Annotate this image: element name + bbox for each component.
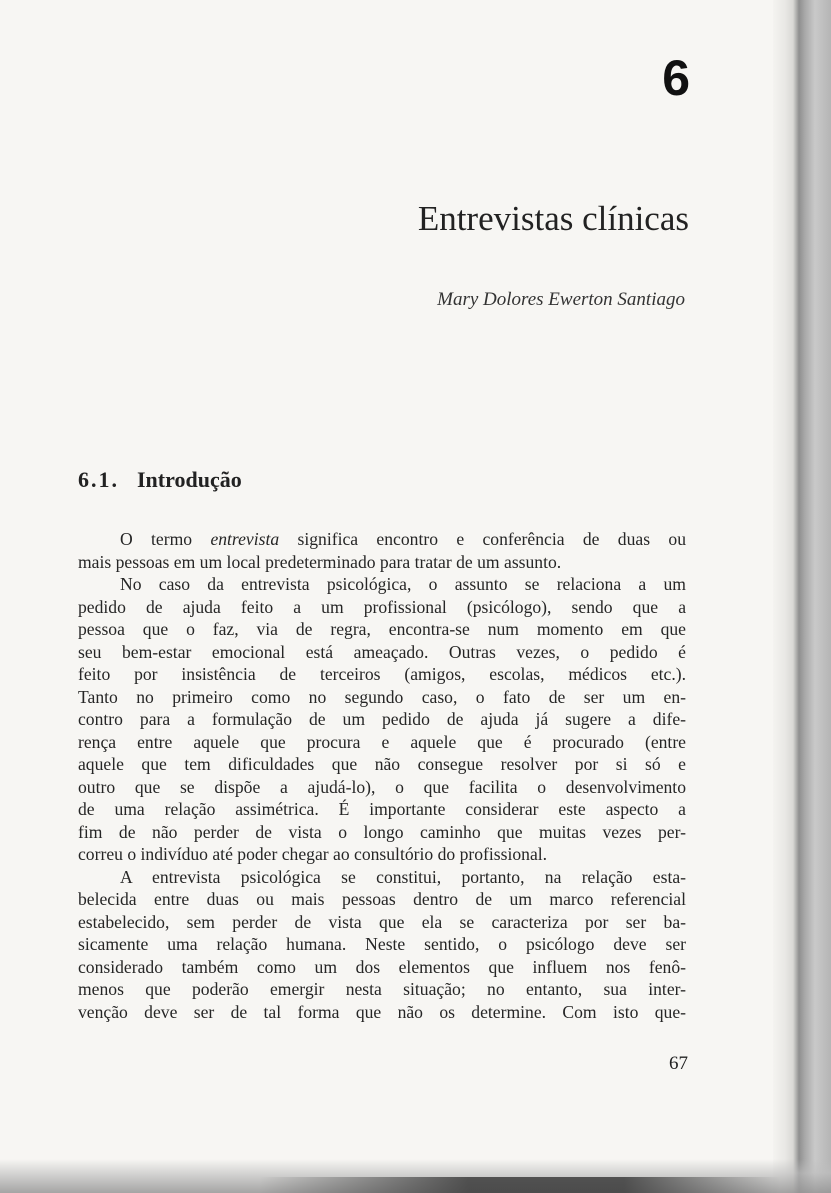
paragraph-3-line: sicamente uma relação humana. Neste sentido, o psicólogo deve ser	[78, 934, 686, 954]
paragraph-2-line: No caso da entrevista psicológica, o assunto se relaciona a um	[120, 574, 686, 594]
paragraph-3-line: considerado também como um dos elementos que influem nos fenô-	[78, 956, 686, 977]
paragraph-1-line: mais pessoas em um local predeterminado para tratar de um assunto.	[78, 551, 562, 572]
paragraph-2-line: outro que se dispõe a ajudá-lo), o que facilita o desenvolvimento	[78, 776, 686, 797]
paragraph-3-line: menos que poderão emergir nesta situação; no entanto, sua inter-	[78, 979, 686, 999]
chapter-title: Entrevistas clínicas	[417, 199, 689, 238]
body-text	[78, 528, 686, 1023]
paragraph-2-line: seu bem-estar emocional está ameaçado. Outras vezes, o pedido é	[78, 641, 686, 662]
paragraph-2-line: pedido de ajuda feito a um profissional (psicólogo), sendo que a	[78, 596, 686, 617]
paragraph-2-line: correu o indivíduo até poder chegar ao consultório do profissional.	[78, 844, 548, 864]
paragraph-3-line: A entrevista psicológica se constitui, portanto, na relação esta-	[120, 866, 686, 887]
paragraph-1-line: O termo entrevista significa encontro e conferência de duas ou	[120, 529, 686, 549]
paragraph-2-line: feito por insistência de terceiros (amigos, escolas, médicos etc.).	[78, 664, 686, 684]
page-bottom-edge	[260, 1177, 780, 1193]
paragraph-2-line: rença entre aquele que procura e aquele que é procurado (entre	[78, 731, 686, 752]
paragraph-2-line: de uma relação assimétrica. É importante considerar este aspecto a	[78, 799, 686, 819]
section-heading	[78, 465, 242, 495]
page-binding-shadow	[773, 0, 831, 1193]
section-number: 6.1.	[78, 467, 119, 492]
paragraph-2-line: contro para a formulação de um pedido de ajuda já sugere a dife-	[78, 709, 686, 729]
paragraph-2-line: Tanto no primeiro como no segundo caso, o fato de ser um en-	[78, 686, 686, 707]
page-number: 67	[669, 1053, 688, 1074]
paragraph-3-line: belecida entre duas ou mais pessoas dentro de um marco referencial	[78, 889, 686, 909]
paragraph-2-line: pessoa que o faz, via de regra, encontra-se num momento em que	[78, 619, 686, 639]
emphasis-term: entrevista	[210, 529, 280, 549]
paragraph-2-line: fim de não perder de vista o longo caminho que muitas vezes per-	[78, 821, 686, 842]
chapter-author: Mary Dolores Ewerton Santiago	[437, 289, 685, 310]
paragraph-2-line: aquele que tem dificuldades que não consegue resolver por si só e	[78, 754, 686, 774]
section-title: Introdução	[137, 467, 242, 492]
chapter-number: 6	[662, 50, 690, 106]
paragraph-3-line: venção deve ser de tal forma que não os determine. Com isto que-	[78, 1001, 686, 1022]
paragraph-3-line: estabelecido, sem perder de vista que ela se caracteriza por ser ba-	[78, 911, 686, 932]
